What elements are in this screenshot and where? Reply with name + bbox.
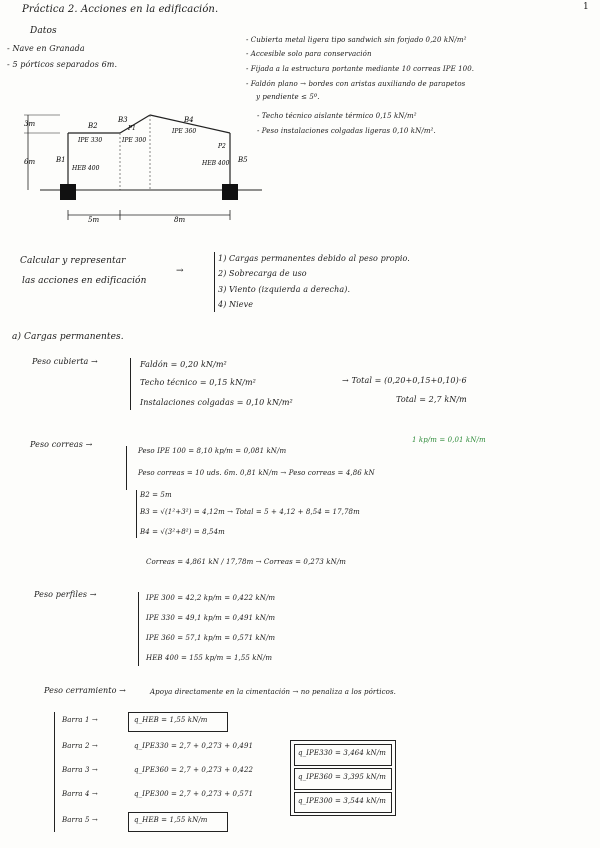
barra-eq: q_HEB = 1,55 kN/m <box>134 716 208 724</box>
calc-item: 3) Viento (izquierda a derecha). <box>218 285 351 294</box>
barra-eq: q_IPE360 = 2,7 + 0,273 + 0,422 <box>134 766 254 774</box>
label-p1: P1 <box>128 125 136 132</box>
calc-item: 2) Sobrecarga de uso <box>218 269 307 278</box>
note-line: y pendiente ≤ 5º. <box>256 93 320 101</box>
correas-brace <box>126 446 127 490</box>
page-title: Práctica 2. Acciones en la edificación. <box>22 4 219 15</box>
frame-diagram <box>0 0 600 240</box>
cubierta-line: Faldón = 0,20 kN/m² <box>140 360 227 369</box>
calc-item: 4) Nieve <box>218 300 254 309</box>
label-ipe300: IPE 300 <box>122 137 147 144</box>
barra-label: Barra 2 → <box>62 742 98 750</box>
datos-item: - Nave en Granada <box>7 44 85 53</box>
perfiles-label: Peso perfiles → <box>34 590 97 599</box>
calc-left-line: las acciones en edificación <box>22 276 147 286</box>
correas-line: Peso IPE 100 = 8,10 kp/m = 0,081 kN/m <box>138 447 287 455</box>
cerramiento-label: Peso cerramiento → <box>44 686 126 695</box>
barra-label: Barra 4 → <box>62 790 98 798</box>
result-line: q_IPE300 = 3,544 kN/m <box>298 797 386 805</box>
calc-brace <box>214 252 215 312</box>
correas-line: Peso correas = 10 uds. 6m. 0,81 kN/m → Peso correas = 4,86 kN <box>138 469 375 477</box>
cubierta-label: Peso cubierta → <box>32 357 98 366</box>
note-line: - Techo técnico aislante térmico 0,15 kN/m² <box>257 112 417 120</box>
result-line: q_IPE360 = 3,395 kN/m <box>298 773 386 781</box>
note-line: - Peso instalaciones colgadas ligeras 0,10 kN/m². <box>257 127 436 135</box>
perfiles-line: HEB 400 = 155 kp/m = 1,55 kN/m <box>146 654 273 662</box>
correas-line: B4 = √(3²+8²) = 8,54m <box>140 528 225 536</box>
label-heb400-right: HEB 400 <box>202 160 230 167</box>
barras-brace <box>54 712 55 832</box>
perfiles-line: IPE 300 = 42,2 kp/m = 0,422 kN/m <box>146 594 276 602</box>
dim-5m: 5m <box>88 216 100 224</box>
label-b5: B5 <box>238 156 248 164</box>
perfiles-line: IPE 330 = 49,1 kp/m = 0,491 kN/m <box>146 614 276 622</box>
calc-arrow: → <box>176 266 184 276</box>
label-b1: B1 <box>56 156 66 164</box>
label-heb400-left: HEB 400 <box>72 165 100 172</box>
barras-length-brace <box>136 490 137 538</box>
correas-label: Peso correas → <box>30 440 93 449</box>
calc-left-line: Calcular y representar <box>20 256 126 266</box>
conversion-note: 1 kp/m = 0,01 kN/m <box>412 436 486 444</box>
cerramiento-text: Apoya directamente en la cimentación → no penaliza a los pórticos. <box>150 688 396 696</box>
cubierta-line: Techo técnico = 0,15 kN/m² <box>140 378 256 387</box>
section-a-heading: a) Cargas permanentes. <box>12 332 124 342</box>
label-b3: B3 <box>118 116 128 124</box>
barra-eq: q_IPE330 = 2,7 + 0,273 + 0,491 <box>134 742 254 750</box>
calc-item: 1) Cargas permanentes debido al peso propio. <box>218 254 410 263</box>
correas-line: B2 = 5m <box>140 491 172 499</box>
barra-eq: q_IPE300 = 2,7 + 0,273 + 0,571 <box>134 790 254 798</box>
barra-label: Barra 5 → <box>62 816 98 824</box>
label-b2: B2 <box>88 122 98 130</box>
dim-8m: 8m <box>174 216 186 224</box>
datos-item: - 5 pórticos separados 6m. <box>7 60 118 69</box>
barra-label: Barra 3 → <box>62 766 98 774</box>
label-ipe360: IPE 360 <box>172 128 197 135</box>
label-b4: B4 <box>184 116 194 124</box>
correas-line: B3 = √(1²+3²) = 4,12m → Total = 5 + 4,12 + 8,54 = 17,78m <box>140 508 360 516</box>
note-line: - Cubierta metal ligera tipo sandwich sin forjado 0,20 kN/m² <box>246 36 467 44</box>
page-number: 1 <box>583 2 589 12</box>
cubierta-brace <box>130 358 131 410</box>
note-line: - Accesible solo para conservación <box>246 50 372 58</box>
label-ipe330: IPE 330 <box>78 137 103 144</box>
cubierta-total-result: Total = 2,7 kN/m <box>396 395 467 404</box>
note-line: - Fijada a la estructura portante mediante 10 correas IPE 100. <box>246 65 475 73</box>
cubierta-total: → Total = (0,20+0,15+0,10)·6 <box>342 376 467 385</box>
label-p2: P2 <box>218 143 226 150</box>
dim-3m: 3m <box>24 120 36 128</box>
note-line: - Faldón plano → bordes con aristas auxiliando de parapetos <box>246 80 466 88</box>
datos-heading: Datos <box>30 26 57 36</box>
cubierta-line: Instalaciones colgadas = 0,10 kN/m² <box>140 398 293 407</box>
correas-result: Correas = 4,861 kN / 17,78m → Correas = 0,273 kN/m <box>146 558 347 566</box>
result-line: q_IPE330 = 3,464 kN/m <box>298 749 386 757</box>
dim-6m: 6m <box>24 158 36 166</box>
perfiles-line: IPE 360 = 57,1 kp/m = 0,571 kN/m <box>146 634 276 642</box>
perfiles-brace <box>138 592 139 666</box>
barra-label: Barra 1 → <box>62 716 98 724</box>
barra-eq: q_HEB = 1,55 kN/m <box>134 816 208 824</box>
